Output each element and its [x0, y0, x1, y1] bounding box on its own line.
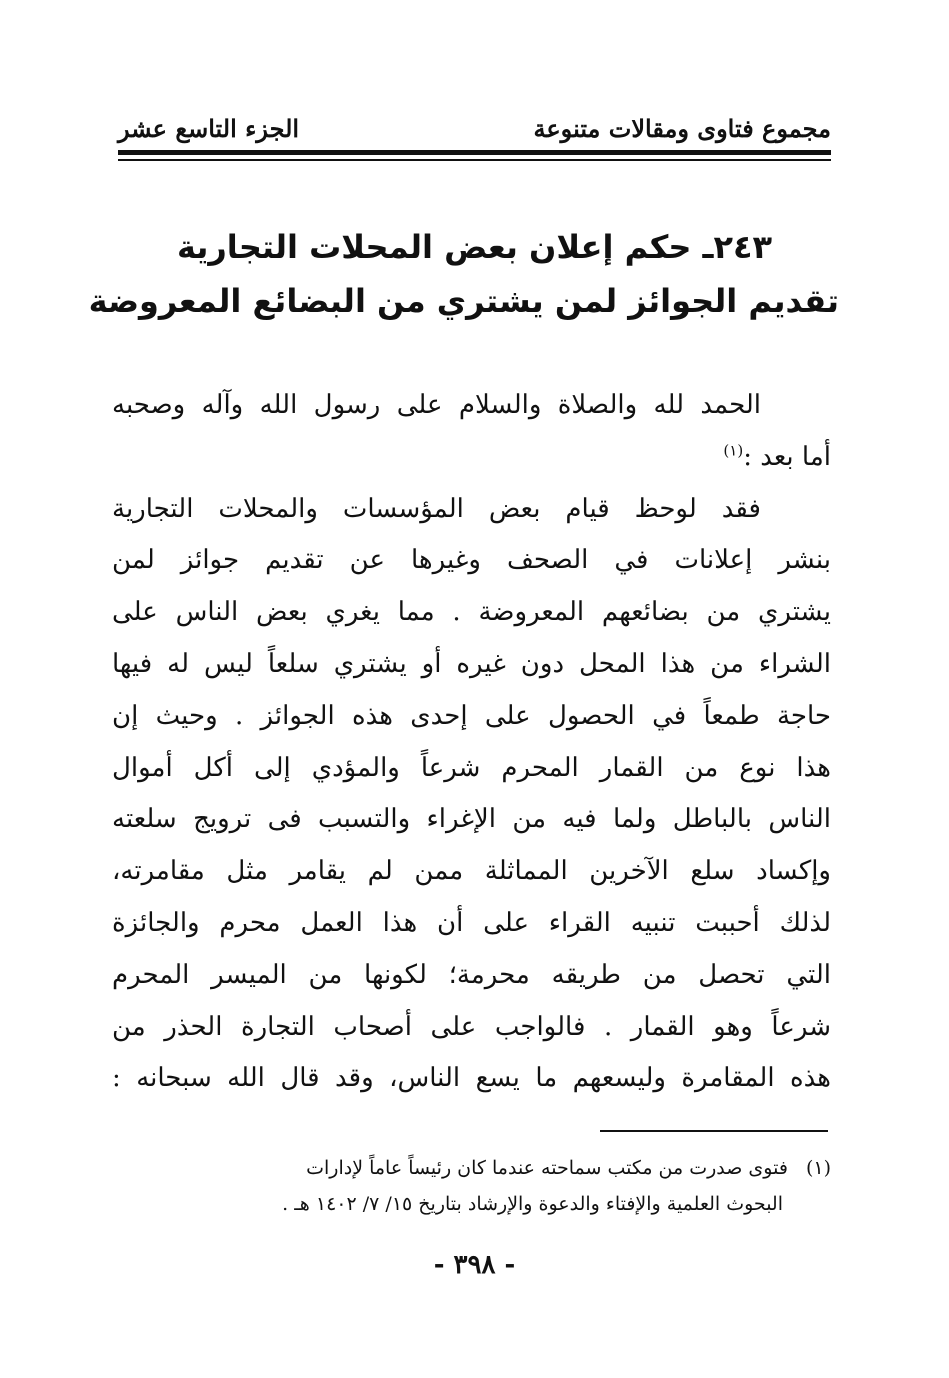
- body-line: الشراء من هذا المحل دون غيره أو يشتري سلعاً ليس له فيها: [112, 648, 831, 679]
- header-rule-thin: [118, 159, 831, 161]
- running-header: [118, 108, 831, 148]
- article-body: [112, 380, 831, 1105]
- body-line: فقد لوحظ قيام بعض المؤسسات والمحلات التجارية: [112, 493, 761, 524]
- footnote-text: فتوى صدرت من مكتب سماحته عندما كان رئيساً عاماً لإدارات: [306, 1157, 788, 1179]
- footnote-ref: (١): [723, 441, 744, 460]
- body-line: التي تحصل من طريقه محرمة؛ لكونها من الميسر المحرم: [112, 959, 831, 990]
- body-line: بنشر إعلانات في الصحف وغيرها عن تقديم جوائز لمن: [112, 545, 831, 576]
- article-title: [88, 220, 839, 328]
- footnote-line-1: [128, 1150, 831, 1186]
- body-line: وإكساد سلع الآخرين المماثلة ممن لم يقامر مثل مقامرته،: [112, 856, 831, 887]
- body-line: شرعاً وهو القمار . فالواجب على أصحاب التجارة الحذر من: [112, 1011, 831, 1042]
- body-line: لذلك أحببت تنبيه القراء على أن هذا العمل محرم والجائزة: [112, 907, 831, 938]
- title-line-1: ٢٤٣ـ حكم إعلان بعض المحلات التجارية: [176, 228, 773, 266]
- body-line: هذا نوع من القمار المحرم شرعاً والمؤدي إلى أكل أموال: [112, 752, 831, 783]
- volume-part: الجزء التاسع عشر: [118, 114, 300, 143]
- body-line: يشتري من بضائعهم المعروضة . مما يغري بعض الناس على: [112, 597, 831, 628]
- body-line-text: أما بعد :: [743, 441, 831, 472]
- body-line: الحمد لله والصلاة والسلام على رسول الله وآله وصحبه: [112, 390, 761, 420]
- page-number: - ٣٩٨ -: [433, 1250, 516, 1280]
- footnote-separator: [600, 1130, 828, 1132]
- title-line-2: تقديم الجوائز لمن يشتري من البضائع المعروضة: [88, 282, 839, 320]
- footnote: [128, 1150, 831, 1222]
- header-rule-thick: [118, 150, 831, 155]
- footnote-number: (١): [805, 1157, 831, 1179]
- footnote-line-2: البحوث العلمية والإفتاء والدعوة والإرشاد بتاريخ ١٥/ ٧/ ١٤٠٢ هـ .: [282, 1193, 783, 1215]
- body-line: هذه المقامرة وليسعهم ما يسع الناس، وقد قال الله سبحانه :: [112, 1063, 831, 1094]
- book-title: مجموع فتاوى ومقالات متنوعة: [533, 114, 831, 143]
- body-line: حاجة طمعاً في الحصول على إحدى هذه الجوائز . وحيث إن: [112, 700, 831, 731]
- body-line: الناس بالباطل ولما فيه من الإغراء والتسبب فى ترويج سلعته: [112, 804, 831, 835]
- body-line: [112, 432, 831, 484]
